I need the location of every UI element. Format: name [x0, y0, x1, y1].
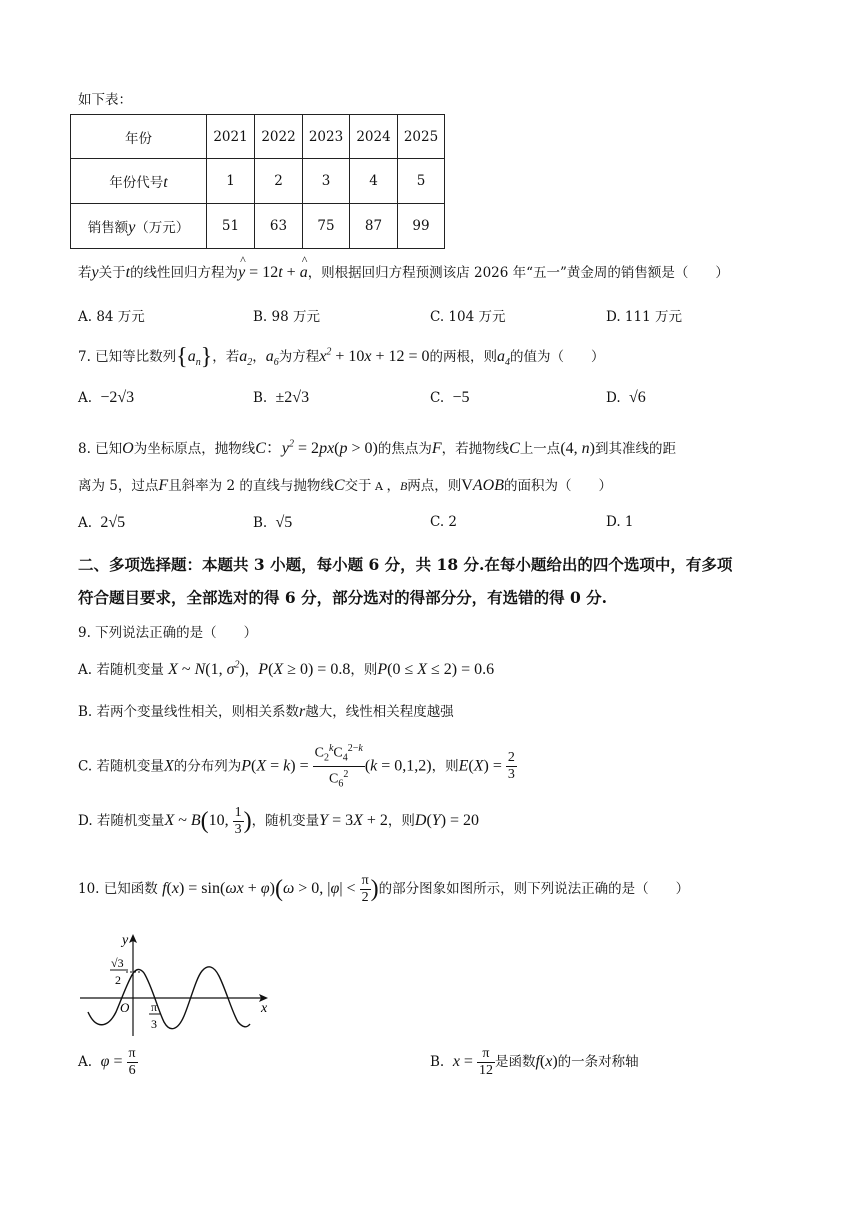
q8-option-a: A. 2√5 — [78, 514, 126, 531]
row-header: 年份代号t — [71, 159, 207, 204]
table-cell: 51 — [207, 204, 255, 249]
sine-graph — [78, 928, 274, 1038]
q6-stem: 若y关于t的线性回归方程为^ y = 12t + ^ a，则根据回归方程预测该店 2026 年“五一”黄金周的销售额是（ ） — [78, 261, 729, 282]
section-heading-line1: 二、多项选择题：本题共 3 小题，每小题 6 分，共 18 分.在每小题给出的四个选项中，有多项 — [78, 555, 733, 574]
intro-text: 如下表： — [78, 92, 132, 108]
q7-option-b: B. ±2√3 — [253, 389, 310, 406]
table-row — [71, 115, 445, 159]
origin-label: O — [120, 1000, 130, 1015]
table-cell: 2022 — [255, 115, 303, 159]
table-cell: 2024 — [350, 115, 398, 159]
q6-option-b: B. 98 万元 — [253, 309, 320, 325]
sales-table — [70, 114, 445, 249]
q7-option-d: D. √6 — [606, 389, 646, 406]
q9-option-c: C. 若随机变量X的分布列为P(X = k) = $\frac{C_2^kC_4^{2-k}}{C_6^2}$ (k = 0,1,2)，则E(X) = $\frac{2}{3}$ — [78, 743, 515, 790]
q7-option-c: C. −5 — [430, 389, 470, 406]
table-cell: 2 — [255, 159, 303, 204]
q9-option-d: D. 若随机变量X ~ B(10, $\frac{1}{3}$ )，随机变量Y = 3X + 2，则D(Y) = 20 — [78, 805, 480, 837]
q8-stem-line1: 8. 已知O为坐标原点，抛物线C：$y^2 = 2px(p > 0)$的焦点为F，若抛物线C上一点(4, n)到其准线的距 — [78, 438, 676, 457]
row-header: 销售额y（万元） — [71, 204, 207, 249]
table-cell: 2023 — [303, 115, 350, 159]
table-cell: 99 — [398, 204, 445, 249]
table-cell: 2025 — [398, 115, 445, 159]
peak-label-den: 2 — [115, 973, 121, 987]
q7-stem: 7. 已知等比数列$\{a_n\}$，若$a_2$，$a_6$为方程$x^2 + 10x + 12 = 0$的两根，则$a_4$的值为（ ） — [78, 344, 605, 370]
q10-stem: 10. 已知函数 f(x) = sin(ωx + φ)(ω > 0, |φ| < $\frac{\pi}{2}$ )的部分图象如图所示，则下列说法正确的是（ ） — [78, 873, 690, 905]
table-cell: 1 — [207, 159, 255, 204]
q9-stem: 9. 下列说法正确的是（ ） — [78, 625, 258, 641]
table-row — [71, 204, 445, 249]
table-cell: 87 — [350, 204, 398, 249]
x-axis-label: x — [261, 1001, 268, 1016]
q9-option-a: A. 若随机变量 X ~ N(1, $\sigma^2$)，P(X ≥ 0) = 0.8，则P(0 ≤ X ≤ 2) = 0.6 — [78, 659, 495, 678]
section-heading-line2: 符合题目要求，全部选对的得 6 分，部分选对的得部分分，有选错的得 0 分. — [78, 588, 608, 607]
q8-option-b: B. √5 — [253, 514, 293, 531]
q6-option-d: D. 111 万元 — [606, 309, 682, 325]
table-cell: 2021 — [207, 115, 255, 159]
q10-option-a: A. φ = $\frac{\pi}{6}$ — [78, 1046, 136, 1078]
tick-label-num: π — [151, 1000, 158, 1014]
q8-option-d: D. 1 — [606, 514, 634, 530]
q10-option-b: B. x = $\frac{\pi}{12}$ 是函数f(x)的一条对称轴 — [430, 1046, 639, 1078]
q6-option-c: C. 104 万元 — [430, 309, 506, 325]
q8-stem-line2: 离为 5，过点F且斜率为 2 的直线与抛物线C交于 A ，B两点，则VAOB的面积为（ ） — [78, 477, 612, 494]
peak-label-num: √3 — [111, 956, 124, 970]
tick-label-den: 3 — [151, 1017, 157, 1031]
table-row — [71, 159, 445, 204]
table-cell: 3 — [303, 159, 350, 204]
q7-option-a: A. −2√3 — [78, 389, 135, 406]
row-header: 年份 — [71, 115, 207, 159]
q6-option-a: A. 84 万元 — [78, 309, 145, 325]
y-axis-label: y — [122, 933, 129, 948]
table-cell: 5 — [398, 159, 445, 204]
table-cell: 75 — [303, 204, 350, 249]
table-cell: 63 — [255, 204, 303, 249]
q8-option-c: C. 2 — [430, 514, 458, 530]
q9-option-b: B. 若两个变量线性相关，则相关系数r越大，线性相关程度越强 — [78, 703, 454, 720]
table-cell: 4 — [350, 159, 398, 204]
